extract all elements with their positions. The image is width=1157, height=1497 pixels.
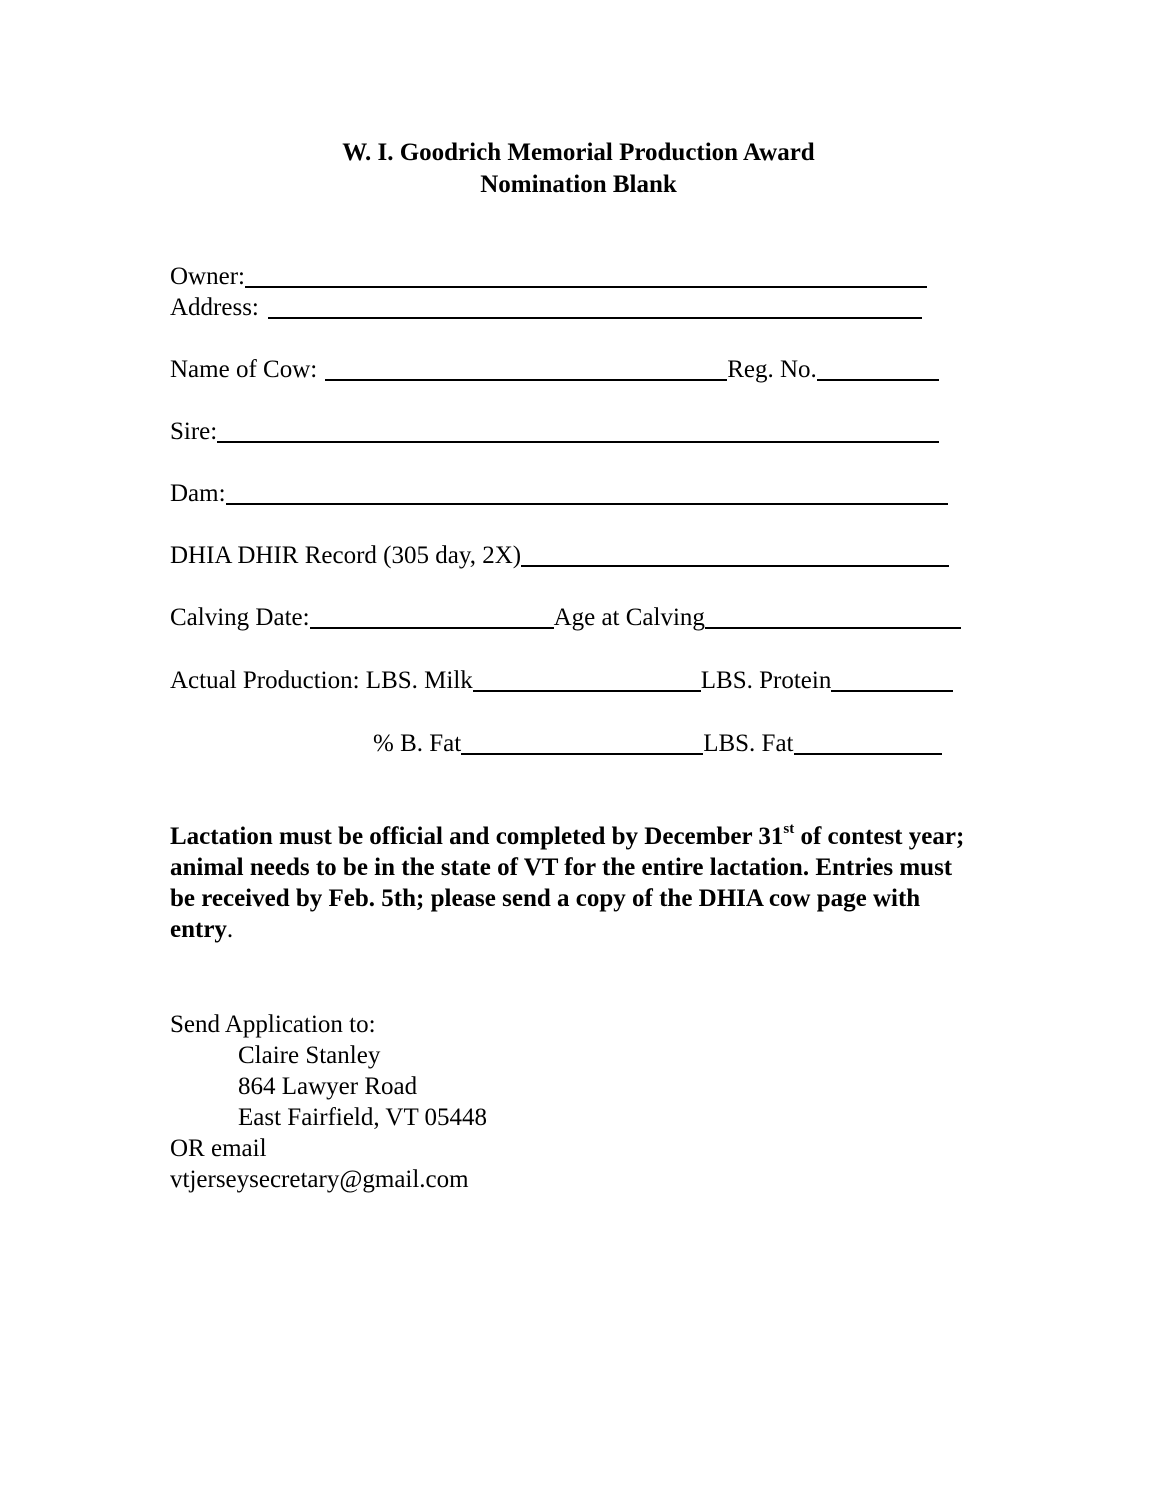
lbs-milk-field-line[interactable] xyxy=(473,690,701,692)
lbs-protein-label: LBS. Protein xyxy=(700,667,832,694)
reg-no-field-line[interactable] xyxy=(817,379,939,381)
recipient-name: Claire Stanley xyxy=(238,1042,381,1069)
send-to-heading: Send Application to: xyxy=(170,1011,376,1038)
address-label: Address: xyxy=(170,294,259,321)
record-field-line[interactable] xyxy=(521,565,949,567)
recipient-street: 864 Lawyer Road xyxy=(238,1073,418,1100)
sire-label: Sire: xyxy=(170,418,218,445)
recipient-city: East Fairfield, VT 05448 xyxy=(238,1104,488,1131)
production-row xyxy=(170,666,953,696)
or-email-label: OR email xyxy=(170,1135,267,1162)
record-label: DHIA DHIR Record (305 day, 2X) xyxy=(170,542,522,569)
sire-field-line[interactable] xyxy=(217,441,939,443)
cow-name-field-line[interactable] xyxy=(325,379,727,381)
notice-text-1: Lactation must be official and completed by December 31 xyxy=(170,823,784,850)
owner-field-line[interactable] xyxy=(245,286,927,288)
age-at-calving-field-line[interactable] xyxy=(705,627,961,629)
lbs-fat-label: LBS. Fat xyxy=(703,730,794,757)
calving-date-label: Calving Date: xyxy=(170,604,310,631)
cow-name-label: Name of Cow: xyxy=(170,356,318,383)
calving-date-field-line[interactable] xyxy=(310,627,554,629)
sire-row xyxy=(170,417,939,447)
cow-name-row xyxy=(170,355,939,385)
address-field-line[interactable] xyxy=(268,317,922,319)
send-application-block xyxy=(170,1009,487,1195)
bfat-field-line[interactable] xyxy=(461,753,703,755)
notice-superscript: st xyxy=(783,821,795,837)
age-at-calving-label: Age at Calving xyxy=(553,604,705,631)
address-row xyxy=(170,293,922,323)
recipient-email[interactable]: vtjerseysecretary@gmail.com xyxy=(170,1166,469,1193)
entry-requirements-notice xyxy=(170,821,970,945)
bfat-label: % B. Fat xyxy=(373,730,462,757)
document-subtitle: Nomination Blank xyxy=(480,171,677,198)
dam-field-line[interactable] xyxy=(226,503,948,505)
lbs-milk-label: Actual Production: LBS. Milk xyxy=(170,667,473,694)
reg-no-label: Reg. No. xyxy=(727,356,817,383)
owner-label: Owner: xyxy=(170,263,245,290)
notice-text-2: of contest year; animal needs to be in the state of VT for the entire lactation. Entries must be received by Feb. 5th; please send a copy of the DHIA cow page with entry xyxy=(170,823,965,943)
lbs-fat-field-line[interactable] xyxy=(794,753,942,755)
dam-label: Dam: xyxy=(170,480,226,507)
fat-row xyxy=(373,729,942,759)
document-title: W. I. Goodrich Memorial Production Award xyxy=(342,139,815,166)
notice-period: . xyxy=(226,916,234,943)
lbs-protein-field-line[interactable] xyxy=(831,690,953,692)
owner-row xyxy=(170,262,927,292)
dam-row xyxy=(170,479,948,509)
record-row xyxy=(170,541,949,571)
calving-row xyxy=(170,603,961,633)
